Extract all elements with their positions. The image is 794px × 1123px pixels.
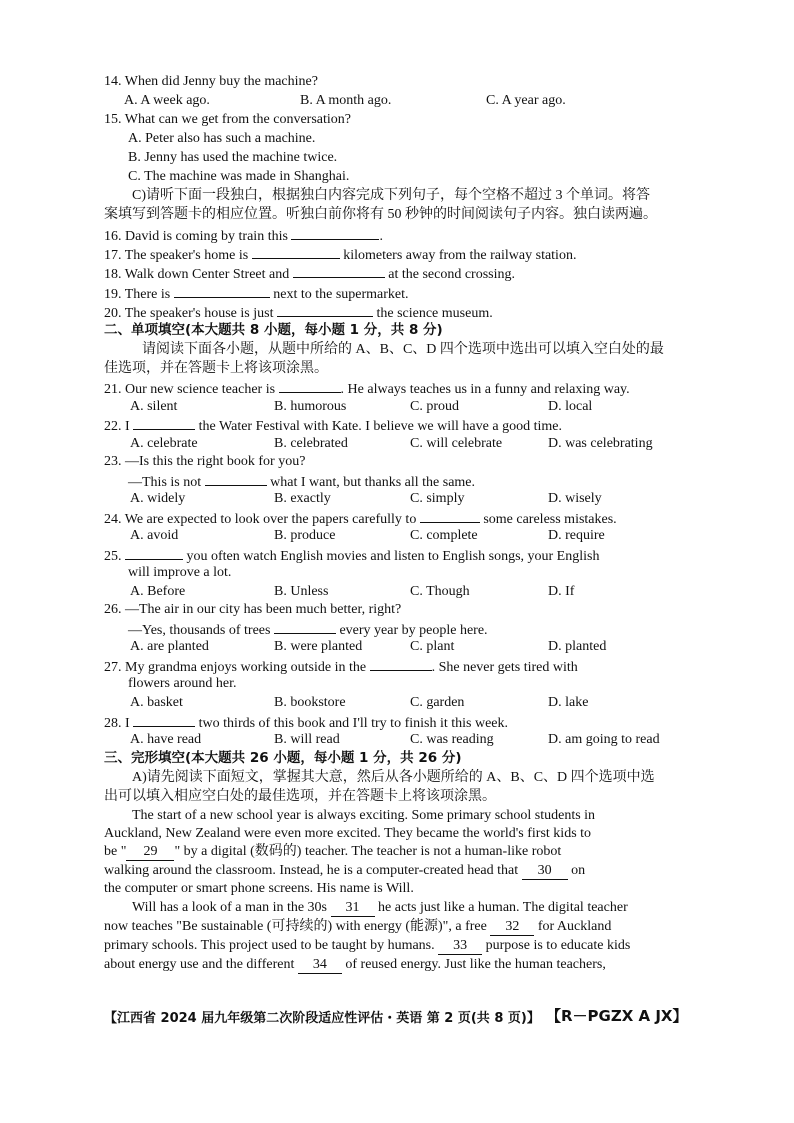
q26-text: —Yes, thousands of trees	[128, 623, 274, 638]
option-d: D. If	[548, 584, 575, 599]
option-a: A. celebrate	[130, 436, 198, 451]
option-a: A. widely	[130, 491, 186, 506]
passage-text: he acts just like a human. The digital teacher	[374, 900, 628, 915]
exam-code: 【R－PGZX A JX】	[546, 1007, 688, 1025]
passage-text: walking around the classroom. Instead, he is a computer-created head that	[104, 863, 522, 878]
answer-blank	[293, 264, 385, 278]
page-footer: 【江西省 2024 届九年级第二次阶段适应性评估・英语 第 2 页(共 8 页)】	[104, 1011, 540, 1026]
answer-blank	[174, 284, 270, 298]
answer-blank	[370, 657, 432, 671]
question-26-line-1: 26. —The air in our city has been much better, right?	[104, 602, 402, 617]
option-b: B. bookstore	[274, 695, 346, 710]
q23-end: what I want, but thanks all the same.	[266, 475, 476, 490]
option-a: A. are planted	[130, 639, 209, 654]
answer-blank	[205, 472, 267, 486]
option-d: D. am going to read	[548, 732, 660, 747]
question-27-line-1	[104, 657, 578, 676]
option-a: A. avoid	[130, 528, 179, 543]
passage-line-8	[104, 937, 630, 955]
passage-text: be "	[104, 844, 127, 859]
passage-text: " by a digital (数码的) teacher. The teacher is not a human-like robot	[174, 844, 562, 859]
q23-text: —This is not	[128, 475, 205, 490]
answer-blank	[133, 416, 195, 430]
passage-text: for Auckland	[534, 919, 612, 934]
answer-blank	[125, 546, 183, 560]
q21-end: . He always teaches us in a funny and relaxing way.	[340, 382, 630, 397]
answer-blank	[252, 245, 340, 259]
question-17	[104, 245, 576, 264]
option-a: A. have read	[130, 732, 202, 747]
option-b: B. Unless	[274, 584, 329, 599]
cloze-blank-29: 29	[126, 843, 174, 861]
cloze-blank-33: 33	[438, 937, 482, 955]
option-c: C. proud	[410, 399, 459, 414]
passage-text: primary schools. This project used to be taught by humans.	[104, 938, 439, 953]
q24-end: some careless mistakes.	[479, 512, 617, 527]
question-20	[104, 303, 493, 322]
option-b: B. A month ago.	[300, 93, 392, 108]
answer-blank	[277, 303, 373, 317]
option-d: D. was celebrating	[548, 436, 653, 451]
section-3-instruction-1: A)请先阅读下面短文，掌握其大意，然后从各小题所给的 A、B、C、D 四个选项中选	[132, 770, 655, 785]
q19-end: next to the supermarket.	[269, 287, 409, 302]
question-22	[104, 416, 562, 435]
option-b: B. exactly	[274, 491, 331, 506]
passage-text: on	[567, 863, 586, 878]
q17-end: kilometers away from the railway station.	[339, 248, 577, 263]
q20-text: 20. The speaker's house is just	[104, 306, 277, 321]
section-2-instruction-2: 佳选项，并在答题卡上将该项涂黑。	[104, 361, 328, 376]
option-a: A. silent	[130, 399, 178, 414]
section-2-heading: 二、单项填空(本大题共 8 小题，每小题 1 分，共 8 分)	[104, 322, 443, 338]
answer-blank	[133, 713, 195, 727]
part-c-instruction-2: 案填写到答题卡的相应位置。听独白前你将有 50 秒钟的时间阅读句子内容。独白读两遍。	[104, 207, 657, 222]
q27-end: . She never gets tired with	[431, 660, 578, 675]
section-3-instruction-2: 出可以填入相应空白处的最佳选项，并在答题卡上将该项涂黑。	[104, 789, 496, 804]
q19-text: 19. There is	[104, 287, 174, 302]
option-b: B. Jenny has used the machine twice.	[128, 150, 338, 165]
question-19	[104, 284, 409, 303]
option-d: D. lake	[548, 695, 589, 710]
question-23-line-1: 23. —Is this the right book for you?	[104, 454, 306, 469]
option-c: C. plant	[410, 639, 455, 654]
option-b: B. humorous	[274, 399, 347, 414]
question-28	[104, 713, 508, 732]
cloze-blank-34: 34	[298, 956, 342, 974]
q27-text: 27. My grandma enjoys working outside in the	[104, 660, 370, 675]
passage-line-2: Auckland, New Zealand were even more excited. They became the world's first kids to	[104, 826, 592, 841]
option-c: C. simply	[410, 491, 465, 506]
q25-end: you often watch English movies and listen to English songs, your English	[183, 549, 600, 564]
option-c: C. complete	[410, 528, 478, 543]
cloze-blank-31: 31	[331, 899, 375, 917]
option-a: A. basket	[130, 695, 183, 710]
q28-end: two thirds of this book and I'll try to finish it this week.	[195, 716, 509, 731]
q17-text: 17. The speaker's home is	[104, 248, 252, 263]
option-c: C. garden	[410, 695, 465, 710]
question-25-line-1	[104, 546, 599, 565]
option-b: B. will read	[274, 732, 340, 747]
question-16	[104, 226, 383, 245]
answer-blank	[420, 509, 480, 523]
option-d: D. wisely	[548, 491, 602, 506]
q22-text: 22. I	[104, 419, 134, 434]
option-b: B. celebrated	[274, 436, 348, 451]
option-a: A. A week ago.	[124, 93, 210, 108]
question-27-line-2: flowers around her.	[128, 676, 237, 691]
question-24	[104, 509, 617, 528]
question-15-stem: 15. What can we get from the conversation?	[104, 112, 351, 127]
option-a: A. Before	[130, 584, 186, 599]
answer-blank	[291, 226, 379, 240]
passage-line-6	[132, 899, 628, 917]
passage-text: now teaches "Be sustainable (可持续的) with energy (能源)", a free	[104, 919, 491, 934]
q18-end: at the second crossing.	[384, 267, 515, 282]
section-2-instruction-1: 请阅读下面各小题，从题中所给的 A、B、C、D 四个选项中选出可以填入空白处的最	[142, 342, 664, 357]
q16-text: 16. David is coming by train this	[104, 229, 292, 244]
question-25-line-2: will improve a lot.	[128, 565, 232, 580]
q22-end: the Water Festival with Kate. I believe we will have a good time.	[195, 419, 562, 434]
option-d: D. require	[548, 528, 605, 543]
option-c: C. was reading	[410, 732, 494, 747]
option-b: B. produce	[274, 528, 336, 543]
cloze-blank-32: 32	[490, 918, 534, 936]
passage-text: purpose is to educate kids	[482, 938, 631, 953]
question-14-stem: 14. When did Jenny buy the machine?	[104, 74, 318, 89]
passage-text: Will has a look of a man in the 30s	[132, 900, 331, 915]
passage-text: about energy use and the different	[104, 957, 298, 972]
question-26-line-2	[128, 620, 488, 639]
q28-text: 28. I	[104, 716, 134, 731]
section-3-heading: 三、完形填空(本大题共 26 小题，每小题 1 分，共 26 分)	[104, 750, 462, 766]
answer-blank	[279, 379, 341, 393]
option-c: C. The machine was made in Shanghai.	[128, 169, 350, 184]
question-23-line-2	[128, 472, 475, 491]
passage-line-5: the computer or smart phone screens. His name is Will.	[104, 881, 414, 896]
passage-line-1: The start of a new school year is always exciting. Some primary school students in	[132, 808, 596, 823]
q24-text: 24. We are expected to look over the papers carefully to	[104, 512, 420, 527]
option-b: B. were planted	[274, 639, 363, 654]
passage-text: of reused energy. Just like the human teachers,	[341, 957, 606, 972]
q21-text: 21. Our new science teacher is	[104, 382, 279, 397]
part-c-instruction-1: C)请听下面一段独白，根据独白内容完成下列句子，每个空格不超过 3 个单词。将答	[132, 188, 650, 203]
option-d: D. planted	[548, 639, 607, 654]
option-c: C. A year ago.	[486, 93, 566, 108]
q18-text: 18. Walk down Center Street and	[104, 267, 293, 282]
q16-end: .	[379, 229, 383, 244]
q26-end: every year by people here.	[335, 623, 488, 638]
question-18	[104, 264, 515, 283]
option-d: D. local	[548, 399, 593, 414]
passage-line-9	[104, 956, 606, 974]
option-a: A. Peter also has such a machine.	[128, 131, 316, 146]
option-c: C. will celebrate	[410, 436, 503, 451]
passage-line-4	[104, 862, 585, 880]
q25-text: 25.	[104, 549, 125, 564]
passage-line-3	[104, 843, 561, 861]
passage-line-7	[104, 918, 611, 936]
answer-blank	[274, 620, 336, 634]
q20-end: the science museum.	[372, 306, 493, 321]
option-c: C. Though	[410, 584, 470, 599]
question-21	[104, 379, 630, 398]
cloze-blank-30: 30	[522, 862, 568, 880]
